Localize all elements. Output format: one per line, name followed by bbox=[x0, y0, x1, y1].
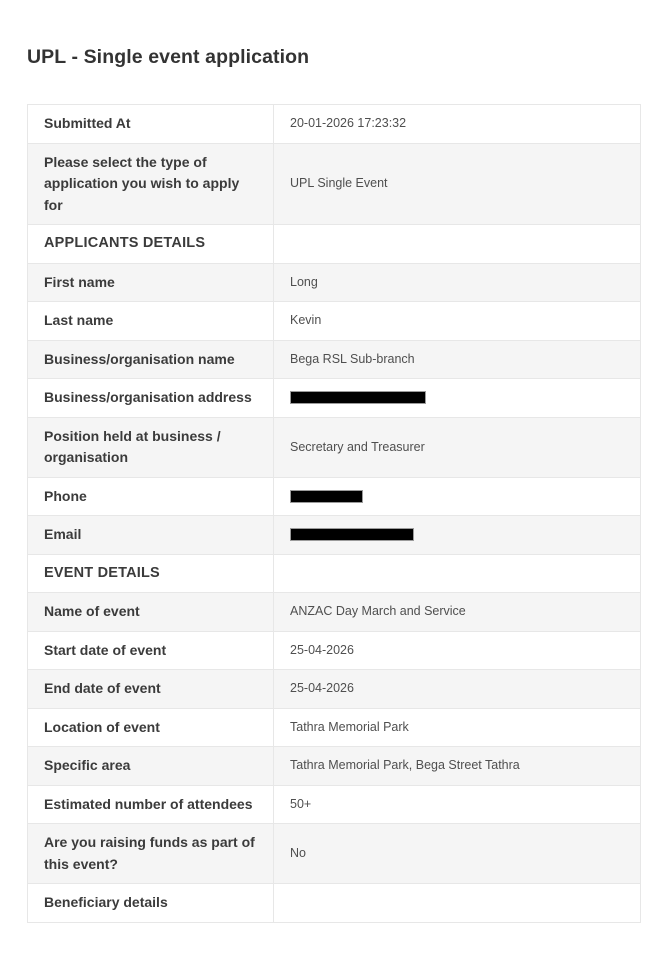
field-label-cell bbox=[28, 708, 274, 747]
field-label-cell bbox=[28, 225, 274, 264]
table-row bbox=[28, 225, 641, 264]
table-row bbox=[28, 516, 641, 555]
table-row bbox=[28, 263, 641, 302]
field-label: Location of event bbox=[44, 718, 160, 735]
field-label-cell bbox=[28, 670, 274, 709]
field-value: Secretary and Treasurer bbox=[290, 439, 425, 454]
field-value-cell bbox=[274, 884, 641, 923]
field-value-cell bbox=[274, 747, 641, 786]
field-value-cell bbox=[274, 379, 641, 418]
field-label: Estimated number of attendees bbox=[44, 795, 253, 812]
table-row bbox=[28, 105, 641, 144]
field-label: Please select the type of application you wish to apply for bbox=[44, 153, 240, 213]
field-label: Specific area bbox=[44, 757, 131, 773]
table-row bbox=[28, 477, 641, 516]
field-label: Name of event bbox=[44, 603, 140, 619]
field-label-cell bbox=[28, 554, 274, 593]
field-label: Are you raising funds as part of this event? bbox=[44, 834, 255, 872]
field-value: Bega RSL Sub-branch bbox=[290, 351, 415, 366]
field-label-cell bbox=[28, 143, 274, 225]
field-value: 50+ bbox=[290, 796, 312, 811]
table-row bbox=[28, 747, 641, 786]
field-value-cell bbox=[274, 340, 641, 379]
field-value: Long bbox=[290, 274, 318, 289]
field-label: Email bbox=[44, 526, 82, 542]
field-label-cell bbox=[28, 516, 274, 555]
field-value-cell bbox=[274, 477, 641, 516]
field-label: Start date of event bbox=[44, 641, 167, 658]
field-value-cell bbox=[274, 263, 641, 302]
field-label-cell bbox=[28, 417, 274, 477]
redacted-value-bar bbox=[290, 391, 426, 404]
field-value-cell bbox=[274, 516, 641, 555]
field-label-cell bbox=[28, 340, 274, 379]
field-value: 25-04-2026 bbox=[290, 642, 354, 657]
field-label-cell bbox=[28, 105, 274, 144]
field-value-cell bbox=[274, 631, 641, 670]
field-value: No bbox=[290, 846, 306, 860]
field-value: 25-04-2026 bbox=[290, 681, 354, 696]
field-value-cell bbox=[274, 824, 641, 884]
field-label: Position held at business / organisation bbox=[44, 427, 221, 465]
field-value-cell bbox=[274, 785, 641, 824]
application-table bbox=[27, 104, 641, 923]
field-label-cell bbox=[28, 824, 274, 884]
field-label: End date of event bbox=[44, 680, 161, 696]
field-label-cell bbox=[28, 631, 274, 670]
table-row bbox=[28, 824, 641, 884]
field-value-cell bbox=[274, 670, 641, 709]
page-title: UPL - Single event application bbox=[27, 46, 310, 68]
field-value-cell bbox=[274, 105, 641, 144]
table-row bbox=[28, 708, 641, 747]
field-value: 20-01-2026 17:23:32 bbox=[290, 116, 407, 131]
table-row bbox=[28, 631, 641, 670]
field-label-cell bbox=[28, 884, 274, 923]
field-label: Last name bbox=[44, 312, 114, 328]
field-label: Phone bbox=[44, 487, 87, 504]
field-label-cell bbox=[28, 477, 274, 516]
field-value-cell bbox=[274, 143, 641, 225]
table-row bbox=[28, 143, 641, 225]
field-label-cell bbox=[28, 747, 274, 786]
field-label-cell bbox=[28, 263, 274, 302]
field-value-cell bbox=[274, 417, 641, 477]
table-row bbox=[28, 554, 641, 593]
field-label: EVENT DETAILS bbox=[44, 564, 160, 581]
table-row bbox=[28, 417, 641, 477]
table-row bbox=[28, 340, 641, 379]
field-label: Beneficiary details bbox=[44, 894, 168, 910]
field-value-cell bbox=[274, 708, 641, 747]
table-row bbox=[28, 785, 641, 824]
table-row bbox=[28, 670, 641, 709]
field-value: ANZAC Day March and Service bbox=[290, 604, 466, 619]
field-value-cell bbox=[274, 225, 641, 264]
redacted-value-bar bbox=[290, 528, 414, 541]
field-label: Business/organisation name bbox=[44, 350, 235, 367]
field-value: UPL Single Event bbox=[290, 176, 388, 191]
redacted-value-bar bbox=[290, 490, 363, 503]
field-label-cell bbox=[28, 785, 274, 824]
field-value: Tathra Memorial Park bbox=[290, 719, 409, 734]
field-label: First name bbox=[44, 273, 115, 290]
table-row bbox=[28, 302, 641, 341]
field-label: Business/organisation address bbox=[44, 389, 252, 405]
field-value-cell bbox=[274, 302, 641, 341]
field-value-cell bbox=[274, 593, 641, 632]
field-label-cell bbox=[28, 302, 274, 341]
field-label: APPLICANTS DETAILS bbox=[44, 235, 206, 251]
table-row bbox=[28, 379, 641, 418]
field-value-cell bbox=[274, 554, 641, 593]
table-row bbox=[28, 593, 641, 632]
table-row bbox=[28, 884, 641, 923]
field-value: Tathra Memorial Park, Bega Street Tathra bbox=[290, 758, 520, 773]
field-label-cell bbox=[28, 593, 274, 632]
field-label-cell bbox=[28, 379, 274, 418]
field-value: Kevin bbox=[290, 313, 322, 328]
field-label: Submitted At bbox=[44, 115, 131, 131]
